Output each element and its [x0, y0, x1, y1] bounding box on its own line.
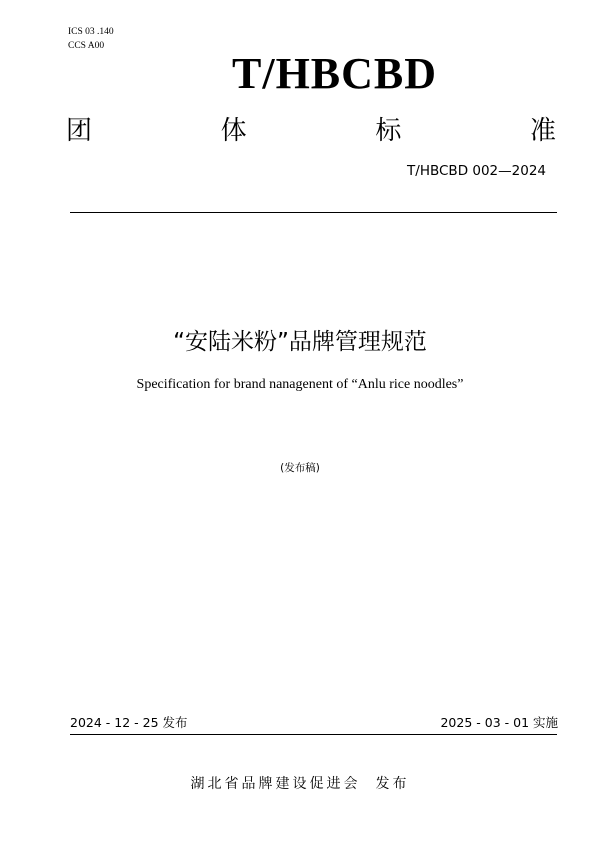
standard-type-char-3: 标	[375, 116, 402, 146]
standard-type	[66, 114, 556, 148]
ics-code: ICS 03 .140	[68, 27, 114, 37]
issuing-organization: 湖北省品牌建设促进会 发布	[190, 776, 410, 792]
standard-type-char-1: 团	[66, 116, 93, 146]
standard-type-char-4: 准	[529, 116, 556, 146]
ccs-code: CCS A00	[68, 41, 105, 51]
top-divider	[70, 212, 557, 213]
bottom-divider	[70, 734, 557, 735]
publish-date: 2024 - 12 - 25 发布	[70, 715, 188, 730]
document-title-chinese: “安陆米粉”品牌管理规范	[173, 329, 427, 355]
organization-code: T/HBCBD	[232, 49, 438, 98]
document-title-english: Specification for brand nanagenent of “Anlu rice noodles”	[136, 377, 464, 392]
draft-status: (发布稿)	[280, 462, 320, 474]
implement-date: 2025 - 03 - 01 实施	[440, 715, 558, 730]
standard-number: T/HBCBD 002—2024	[407, 163, 546, 179]
standard-type-char-2: 体	[220, 116, 247, 146]
